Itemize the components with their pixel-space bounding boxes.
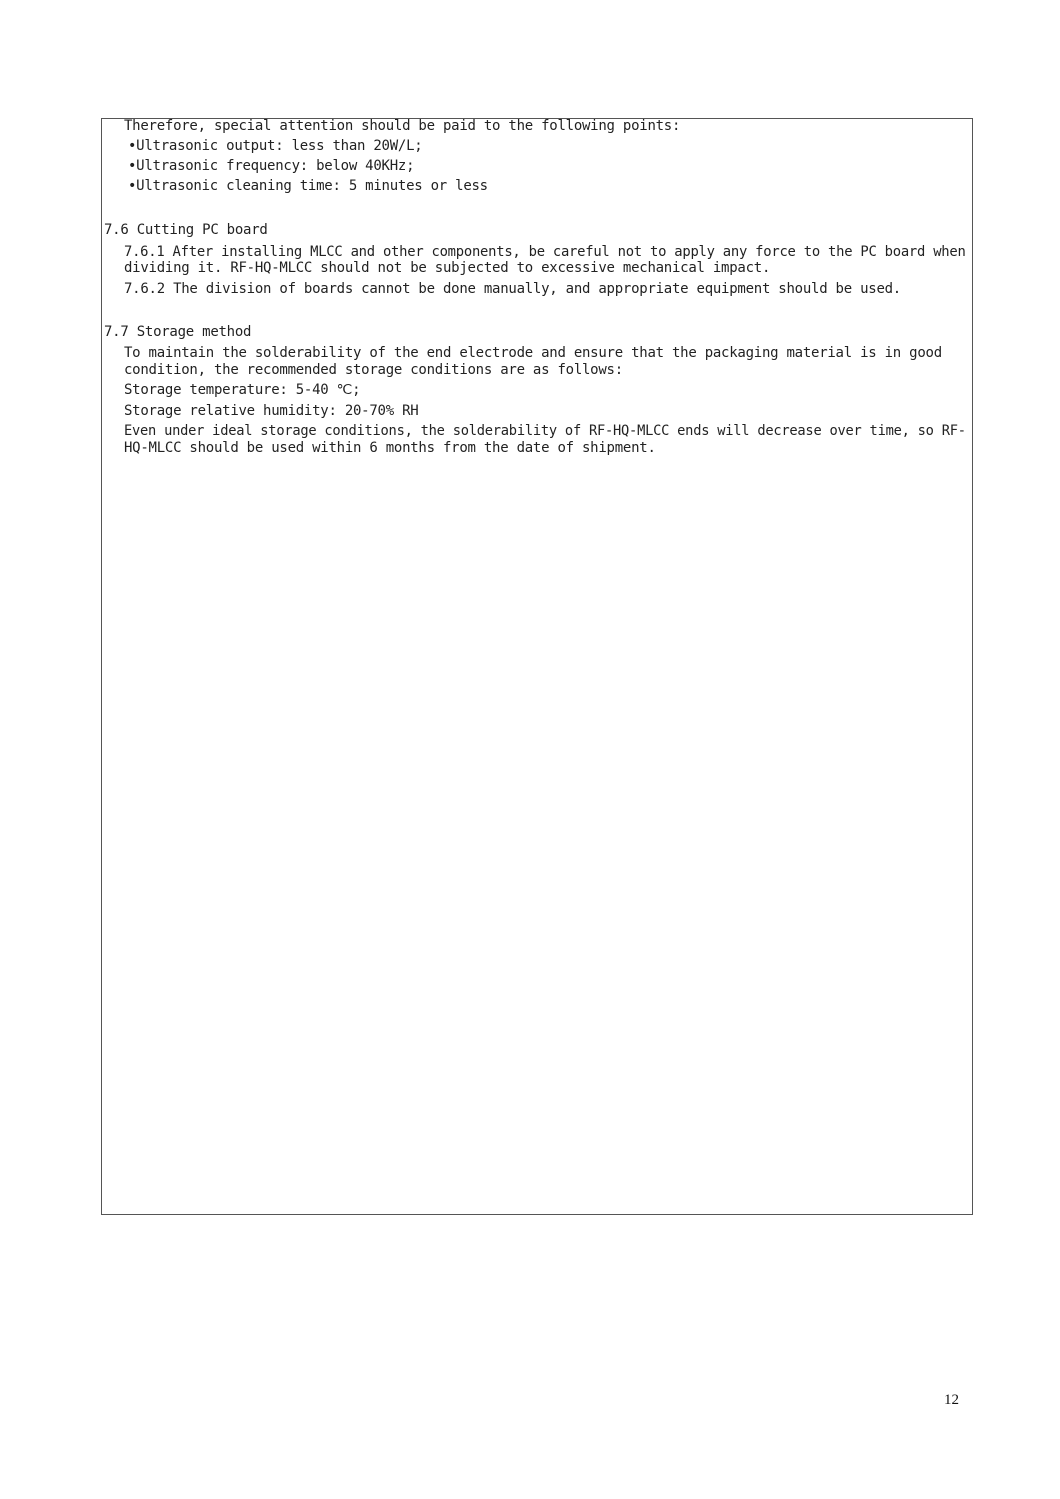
bullet-ultrasonic-frequency: •Ultrasonic frequency: below 40KHz;: [128, 158, 415, 174]
storage-temperature: Storage temperature: 5-40 ℃;: [124, 382, 361, 398]
section-7-7-heading: 7.7 Storage method: [104, 324, 252, 340]
section-7-6-2: 7.6.2 The division of boards cannot be done manually, and appropriate equipment should be used.: [124, 281, 901, 297]
intro-text: Therefore, special attention should be paid to the following points:: [124, 118, 681, 134]
page-number: 12: [944, 1392, 959, 1408]
section-7-6-heading: 7.6 Cutting PC board: [104, 222, 268, 238]
section-7-7-para2-line2: HQ-MLCC should be used within 6 months from the date of shipment.: [124, 440, 656, 456]
storage-humidity: Storage relative humidity: 20-70% RH: [124, 403, 419, 419]
bullet-ultrasonic-output: •Ultrasonic output: less than 20W/L;: [128, 138, 423, 154]
bullet-ultrasonic-cleaning-time: •Ultrasonic cleaning time: 5 minutes or less: [128, 178, 488, 194]
section-7-7-para1-line1: To maintain the solderability of the end electrode and ensure that the packaging material is in good: [124, 345, 942, 361]
section-7-6-1-line2: dividing it. RF-HQ-MLCC should not be subjected to excessive mechanical impact.: [124, 260, 771, 276]
section-7-6-1-line1: 7.6.1 After installing MLCC and other components, be careful not to apply any force to the PC board when: [124, 244, 966, 260]
section-7-7-para2-line1: Even under ideal storage conditions, the solderability of RF-HQ-MLCC ends will decrease over time, so RF-: [124, 423, 966, 439]
section-7-7-para1-line2: condition, the recommended storage conditions are as follows:: [124, 362, 623, 378]
